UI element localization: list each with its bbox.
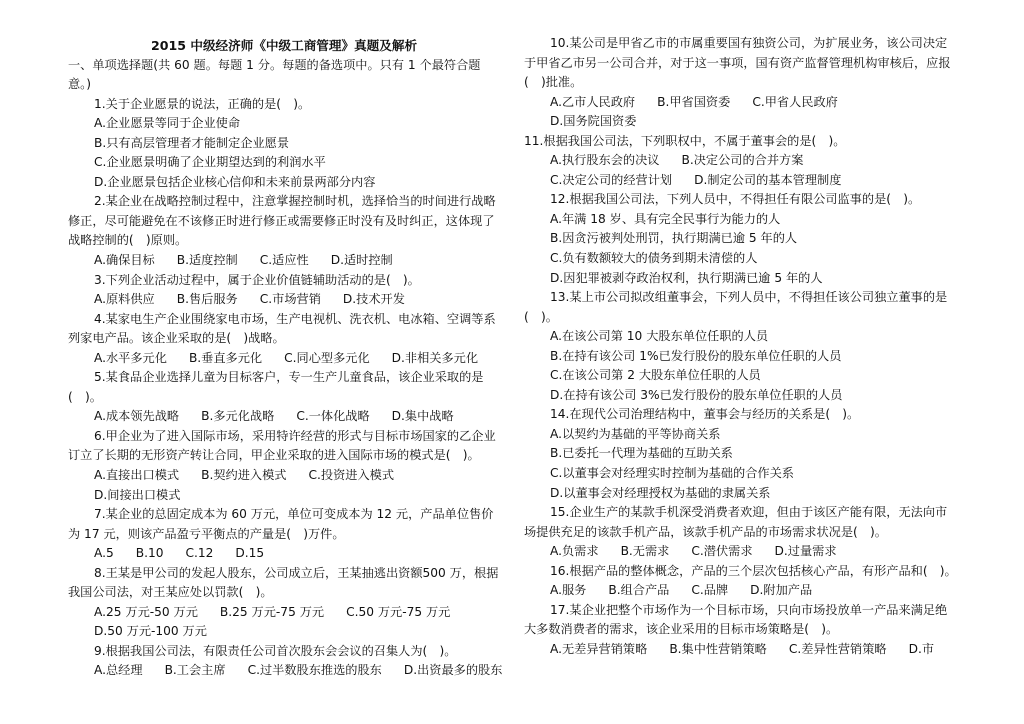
answer-option: D.国务院国资委 (550, 114, 637, 129)
answer-option: B.多元化战略 (201, 409, 275, 424)
page-title: 2015 中级经济师《中级工商管理》真题及解析 (150, 38, 418, 53)
section-heading: 一、单项选择题(共 60 题。每题 1 分。每题的备选项中。只有 1 个最符合题意。) (68, 57, 481, 92)
question-text: 11.根据我国公司法，下列职权中，不属于董事会的是( )。 (524, 133, 846, 148)
option-row (68, 349, 500, 369)
question-text: 4.某家电生产企业围绕家电市场，生产电视机、洗衣机、电冰箱、空调等系列家电产品。该企业采取的是( )战略。 (68, 311, 496, 346)
question-text: 3.下列企业活动过程中，属于企业价值链辅助活动的是( )。 (94, 272, 420, 287)
answer-option: C.在该公司第 2 大股东单位任职的人员 (550, 368, 761, 383)
answer-option: D.15 (235, 546, 265, 561)
question-text: 6.甲企业为了进入国际市场，采用特许经营的形式与目标市场国家的乙企业订立了长期的无形资产转让合同，甲企业采取的进入国际市场的模式是( )。 (68, 428, 496, 463)
question-text: 16.根据产品的整体概念，产品的三个层次包括核心产品，有形产品和( )。 (550, 563, 957, 578)
question-text: 5.某食品企业选择儿童为目标客户，专一生产儿童食品，该企业采取的是( )。 (68, 370, 484, 404)
answer-option: A.负需求 (550, 544, 599, 559)
right-column (524, 34, 958, 660)
question-text: 9.根据我国公司法，有限责任公司首次股东会会议的召集人为( )。 (94, 643, 457, 658)
answer-option: D.技术开发 (342, 292, 405, 307)
answer-option: C.适应性 (259, 252, 309, 267)
answer-option: A.25 万元-50 万元 (94, 604, 198, 619)
answer-option: D.间接出口模式 (94, 487, 181, 502)
answer-option: C.差异性营销策略 (788, 641, 887, 656)
option-row (68, 290, 500, 310)
answer-option: D.集中战略 (391, 409, 454, 424)
answer-option: B.10 (135, 546, 164, 561)
option-row (68, 544, 500, 564)
answer-option: B.售后服务 (176, 292, 238, 307)
answer-option: D.在持有该公司 3%已发行股份的股东单位任职的人员 (550, 387, 843, 402)
option-row (68, 407, 500, 427)
answer-option: A.年满 18 岁、具有完全民事行为能力的人 (550, 211, 781, 226)
answer-option: B.因贪污被判处刑罚，执行期满已逾 5 年的人 (550, 231, 798, 246)
answer-option: B.垂直多元化 (188, 350, 263, 365)
answer-option: C.市场营销 (259, 292, 321, 307)
answer-option: D.附加产品 (750, 583, 813, 598)
option-row (68, 603, 500, 642)
answer-option: B.适度控制 (176, 252, 238, 267)
answer-option: B.契约进入模式 (201, 467, 287, 482)
answer-option: B.在持有该公司 1%已发行股份的股东单位任职的人员 (550, 348, 842, 363)
answer-option: B.25 万元-75 万元 (219, 604, 325, 619)
answer-option: A.在该公司第 10 大股东单位任职的人员 (550, 329, 769, 344)
answer-option: D.企业愿景包括企业核心信仰和未来前景两部分内容 (94, 174, 376, 189)
answer-option: A.成本领先战略 (94, 409, 180, 424)
question-text: 14.在现代公司治理结构中，董事会与经历的关系是( )。 (550, 407, 860, 422)
answer-option: B.工会主席 (164, 663, 226, 678)
answer-option: B.已委托一代理为基础的互助关系 (550, 446, 733, 461)
option-row (524, 581, 958, 601)
option-row (524, 640, 958, 660)
answer-option: D.适时控制 (330, 252, 393, 267)
answer-option: A.企业愿景等同于企业使命 (94, 116, 241, 131)
question-text: 15.企业生产的某款手机深受消费者欢迎，但由于该区产能有限，无法向市场提供充足的该款手机产品，该款手机产品的市场需求状况是( )。 (524, 505, 948, 539)
answer-option: C.负有数额较大的债务到期未清偿的人 (550, 251, 758, 266)
answer-option: B.集中性营销策略 (669, 641, 767, 656)
left-column (68, 34, 503, 681)
answer-option: A.确保目标 (94, 252, 155, 267)
question-text: 17.某企业把整个市场作为一个目标市场，只向市场投放单一产品来满足绝大多数消费者的需求，该企业采用的目标市场策略是( )。 (524, 602, 948, 637)
answer-option: A.原料供应 (94, 292, 155, 307)
answer-option: A.直接出口模式 (94, 467, 180, 482)
answer-option: A.服务 (550, 583, 587, 598)
answer-option: C.过半数股东推选的股东 (247, 663, 382, 678)
option-row (524, 93, 958, 132)
answer-option: B.决定公司的合并方案 (681, 153, 804, 168)
option-row (524, 151, 958, 171)
answer-option: B.甲省国资委 (657, 94, 731, 109)
question-text: 13.某上市公司拟改组董事会，下列人员中，不得担任该公司独立董事的是( )。 (524, 290, 948, 324)
answer-option: D.50 万元-100 万元 (94, 624, 207, 639)
question-text: 7.某企业的总固定成本为 60 万元，单位可变成本为 12 元，产品单位售价为 17 元，则该产品盈亏平衡点的产量是( )万件。 (68, 507, 494, 541)
answer-option: C.决定公司的经营计划 (550, 172, 673, 187)
answer-option: A.以契约为基础的平等协商关系 (550, 426, 721, 441)
answer-option: A.执行股东会的决议 (550, 153, 660, 168)
option-row (68, 466, 500, 505)
answer-option: C.投资进入模式 (308, 467, 395, 482)
answer-option: C.一体化战略 (296, 409, 370, 424)
answer-option: A.水平多元化 (94, 350, 167, 365)
question-text: 2.某企业在战略控制过程中，注意掌握控制时机，选择恰当的时间进行战略修正，尽可能避免在不该修正时进行修正或需要修正时没有及时纠正，这体现了战略控制的( )原则。 (68, 194, 496, 248)
answer-option: B.只有高层管理者才能制定企业愿景 (94, 135, 290, 150)
answer-option: A.5 (94, 546, 114, 561)
option-row (68, 251, 500, 271)
answer-option: B.组合产品 (608, 583, 670, 598)
answer-option: C.12 (185, 546, 214, 561)
answer-option: D.过量需求 (774, 544, 837, 559)
answer-option: C.以董事会对经理实时控制为基础的合作关系 (550, 466, 794, 481)
answer-option: A.无差异营销策略 (550, 641, 648, 656)
option-row (524, 542, 958, 562)
answer-option: B.无需求 (620, 544, 670, 559)
option-row (524, 171, 958, 191)
question-text: 1.关于企业愿景的说法，正确的是( )。 (94, 96, 311, 111)
question-text: 8.王某是甲公司的发起人股东，公司成立后，王某抽逃出资额500 万，根据我国公司法，对王某应处以罚款( )。 (68, 565, 499, 600)
question-text: 12.根据我国公司法，下列人员中，不得担任有限公司监事的是( )。 (550, 192, 921, 207)
answer-option: A.总经理 (94, 663, 143, 678)
option-row (68, 661, 503, 681)
answer-option: C.潜伏需求 (691, 544, 753, 559)
answer-option: D.市 (908, 641, 935, 656)
answer-option: D.出资最多的股东 (403, 663, 503, 678)
answer-option: C.甲省人民政府 (752, 94, 838, 109)
answer-option: D.制定公司的基本管理制度 (694, 172, 842, 187)
answer-option: D.因犯罪被剥夺政治权利，执行期满已逾 5 年的人 (550, 270, 823, 285)
answer-option: C.企业愿景明确了企业期望达到的利润水平 (94, 155, 326, 170)
answer-option: D.以董事会对经理授权为基础的隶属关系 (550, 485, 771, 500)
answer-option: A.乙市人民政府 (550, 94, 636, 109)
answer-option: C.50 万元-75 万元 (346, 604, 451, 619)
answer-option: D.非相关多元化 (391, 350, 479, 365)
answer-option: C.品牌 (691, 583, 729, 598)
answer-option: C.同心型多元化 (284, 350, 370, 365)
question-text: 10.某公司是甲省乙市的市属重要国有独资公司，为扩展业务，该公司决定于甲省乙市另一公司合并，对于这一事项，国有资产监督管理机构审核后，应报( )批准。 (524, 36, 951, 90)
